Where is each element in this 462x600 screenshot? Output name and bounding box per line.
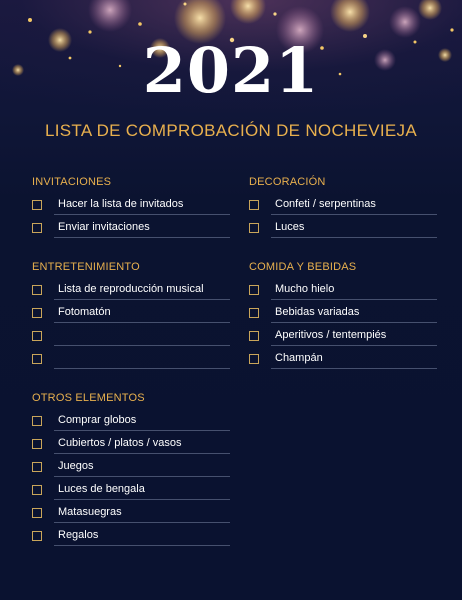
checklist-item[interactable] bbox=[32, 305, 230, 328]
checkbox[interactable] bbox=[32, 485, 42, 495]
checklist-item[interactable] bbox=[32, 505, 230, 528]
checklist-item[interactable] bbox=[32, 459, 230, 482]
checklist-item-blank[interactable] bbox=[32, 328, 230, 351]
section-heading-comida: COMIDA Y BEBIDAS bbox=[249, 261, 357, 273]
checklist-item[interactable] bbox=[32, 220, 230, 243]
checklist-item[interactable] bbox=[249, 197, 437, 220]
checkbox[interactable] bbox=[32, 416, 42, 426]
checklist-item[interactable] bbox=[249, 305, 437, 328]
checklist-item[interactable] bbox=[249, 328, 437, 351]
divider-line bbox=[54, 430, 230, 431]
checkbox[interactable] bbox=[249, 285, 259, 295]
checkbox[interactable] bbox=[32, 200, 42, 210]
item-label: Luces bbox=[275, 221, 305, 233]
section-comida-y-bebidas bbox=[249, 260, 437, 374]
item-label: Champán bbox=[275, 352, 323, 364]
item-label: Fotomatón bbox=[58, 306, 111, 318]
checkbox[interactable] bbox=[32, 462, 42, 472]
checkbox[interactable] bbox=[32, 354, 42, 364]
year-heading: 2021 bbox=[142, 34, 320, 107]
checklist-item-blank[interactable] bbox=[32, 351, 230, 374]
section-decoracion bbox=[249, 175, 437, 243]
checklist-item[interactable] bbox=[32, 197, 230, 220]
divider-line bbox=[54, 453, 230, 454]
divider-line bbox=[54, 368, 230, 369]
item-label: Luces de bengala bbox=[58, 483, 145, 495]
divider-line bbox=[54, 476, 230, 477]
item-label: Confeti / serpentinas bbox=[275, 198, 376, 210]
divider-line bbox=[54, 545, 230, 546]
checklist-item[interactable] bbox=[32, 282, 230, 305]
item-label: Hacer la lista de invitados bbox=[58, 198, 184, 210]
item-label: Aperitivos / tentempiés bbox=[275, 329, 387, 341]
section-heading-decoracion: DECORACIÓN bbox=[249, 176, 326, 188]
divider-line bbox=[271, 214, 437, 215]
divider-line bbox=[271, 368, 437, 369]
item-label: Matasuegras bbox=[58, 506, 122, 518]
checkbox[interactable] bbox=[32, 531, 42, 541]
divider-line bbox=[271, 345, 437, 346]
checklist-item[interactable] bbox=[249, 220, 437, 243]
checkbox[interactable] bbox=[32, 439, 42, 449]
divider-line bbox=[271, 322, 437, 323]
divider-line bbox=[54, 299, 230, 300]
checklist-item[interactable] bbox=[32, 413, 230, 436]
divider-line bbox=[54, 322, 230, 323]
divider-line bbox=[54, 237, 230, 238]
item-label: Juegos bbox=[58, 460, 94, 472]
divider-line bbox=[54, 522, 230, 523]
divider-line bbox=[271, 299, 437, 300]
item-label: Enviar invitaciones bbox=[58, 221, 150, 233]
divider-line bbox=[54, 345, 230, 346]
divider-line bbox=[54, 499, 230, 500]
item-label: Bebidas variadas bbox=[275, 306, 360, 318]
checklist-item[interactable] bbox=[32, 528, 230, 551]
item-label: Comprar globos bbox=[58, 414, 137, 426]
checkbox[interactable] bbox=[32, 285, 42, 295]
checklist-item[interactable] bbox=[249, 282, 437, 305]
checklist-item[interactable] bbox=[32, 436, 230, 459]
section-entretenimiento bbox=[32, 260, 230, 374]
page-title: LISTA DE COMPROBACIÓN DE NOCHEVIEJA bbox=[45, 121, 417, 140]
item-label: Regalos bbox=[58, 529, 99, 541]
item-label: Mucho hielo bbox=[275, 283, 335, 295]
item-label: Lista de reproducción musical bbox=[58, 283, 204, 295]
checkbox[interactable] bbox=[249, 331, 259, 341]
divider-line bbox=[54, 214, 230, 215]
divider-line bbox=[271, 237, 437, 238]
checkbox[interactable] bbox=[249, 354, 259, 364]
section-otros-elementos bbox=[32, 391, 230, 551]
item-label: Cubiertos / platos / vasos bbox=[58, 437, 182, 449]
checklist-item[interactable] bbox=[249, 351, 437, 374]
checkbox[interactable] bbox=[249, 223, 259, 233]
section-heading-otros: OTROS ELEMENTOS bbox=[32, 392, 145, 404]
checklist-item[interactable] bbox=[32, 482, 230, 505]
checkbox[interactable] bbox=[249, 308, 259, 318]
checkbox[interactable] bbox=[249, 200, 259, 210]
section-heading-invitaciones: INVITACIONES bbox=[32, 176, 112, 188]
checkbox[interactable] bbox=[32, 508, 42, 518]
checkbox[interactable] bbox=[32, 223, 42, 233]
checkbox[interactable] bbox=[32, 331, 42, 341]
section-heading-entretenimiento: ENTRETENIMIENTO bbox=[32, 261, 140, 273]
section-invitaciones bbox=[32, 175, 230, 243]
checkbox[interactable] bbox=[32, 308, 42, 318]
